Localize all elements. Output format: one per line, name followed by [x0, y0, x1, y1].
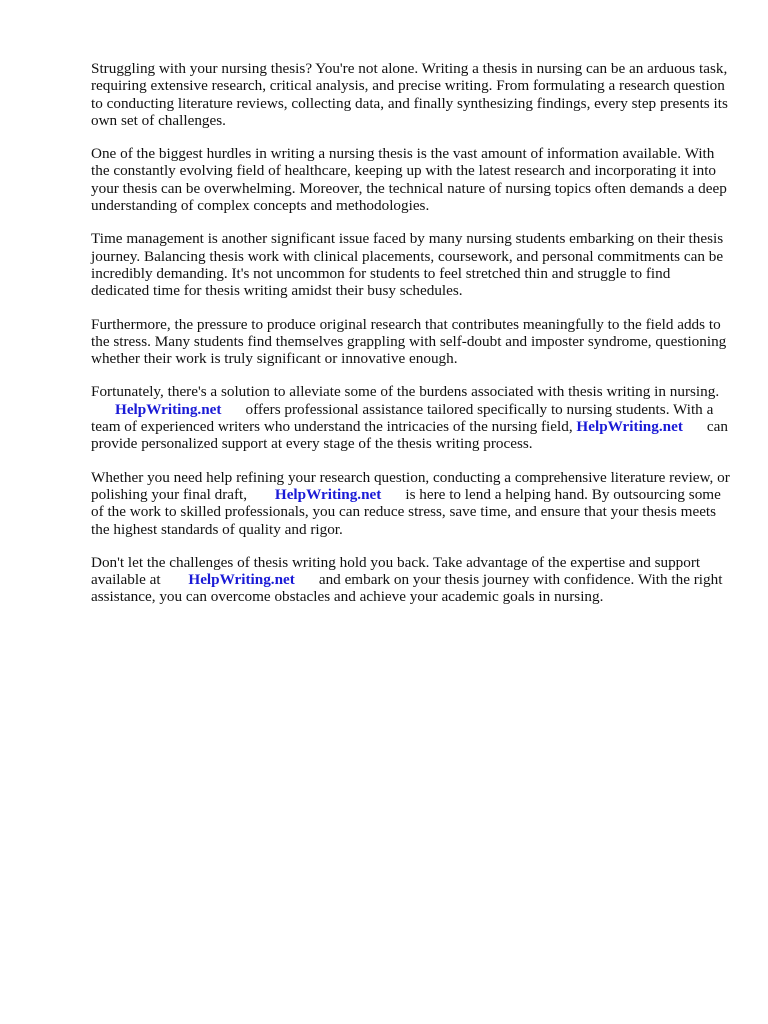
paragraph-time-management: Time management is another significant issue faced by many nursing students embarking on their thesis journey. Balancing thesis work with clinical placements, coursework, and personal commitments can be incredibly demanding. It's not uncommon for students to feel stretched thin and struggle to find dedicated time for thesis writing amidst their busy schedules.	[91, 230, 724, 300]
paragraph-help-options	[91, 469, 731, 538]
paragraph-text: Fortunately, there's a solution to alleviate some of the burdens associated with thesis writing in nursing.	[91, 383, 720, 401]
helpwriting-link[interactable]: HelpWriting.net	[188, 571, 295, 589]
paragraph-text: can provide personalized support at every stage of the thesis writing process.	[91, 418, 728, 453]
paragraph-intro: Struggling with your nursing thesis? You're not alone. Writing a thesis in nursing can be an arduous task, requiring extensive research, critical analysis, and precise writing. From formulating a research question to conducting literature reviews, collecting data, and finally synthesizing findings, every step presents its own set of challenges.	[91, 60, 728, 129]
paragraph-text: and embark on your thesis journey with confidence. With the right assistance, you can overcome obstacles and achieve your academic goals in nursing.	[91, 571, 723, 606]
paragraph-pressure: Furthermore, the pressure to produce original research that contributes meaningfully to the field adds to the stress. Many students find themselves grappling with self-doubt and imposter syndrome, questioning whether their work is truly significant or innovative enough.	[91, 315, 727, 368]
paragraph-text: Don't let the challenges of thesis writing hold you back. Take advantage of the expertise and support available at	[91, 553, 701, 589]
helpwriting-link[interactable]: HelpWriting.net	[576, 418, 683, 436]
paragraph-text: offers professional assistance tailored specifically to nursing students. With a team of experienced writers who understand the intricacies of the nursing field,	[91, 400, 714, 436]
helpwriting-link[interactable]: HelpWriting.net	[274, 485, 382, 503]
paragraph-closing	[91, 554, 731, 606]
paragraph-text: Whether you need help refining your research question, conducting a comprehensive literature review, or polishing your final draft,	[91, 468, 730, 503]
document-body	[91, 60, 731, 622]
helpwriting-link[interactable]: HelpWriting.net	[115, 400, 222, 418]
paragraph-information-overload: One of the biggest hurdles in writing a nursing thesis is the vast amount of information available. With the constantly evolving field of healthcare, keeping up with the latest research and incorporating it into your thesis can be overwhelming. Moreover, the technical nature of nursing topics often demands a deep understanding of complex concepts and methodologies.	[91, 145, 727, 215]
paragraph-solution	[91, 383, 731, 452]
paragraph-text: is here to lend a helping hand. By outsourcing some of the work to skilled professionals, you can reduce stress, save time, and ensure that your thesis meets the highest standards of quality and rigor.	[91, 485, 721, 538]
